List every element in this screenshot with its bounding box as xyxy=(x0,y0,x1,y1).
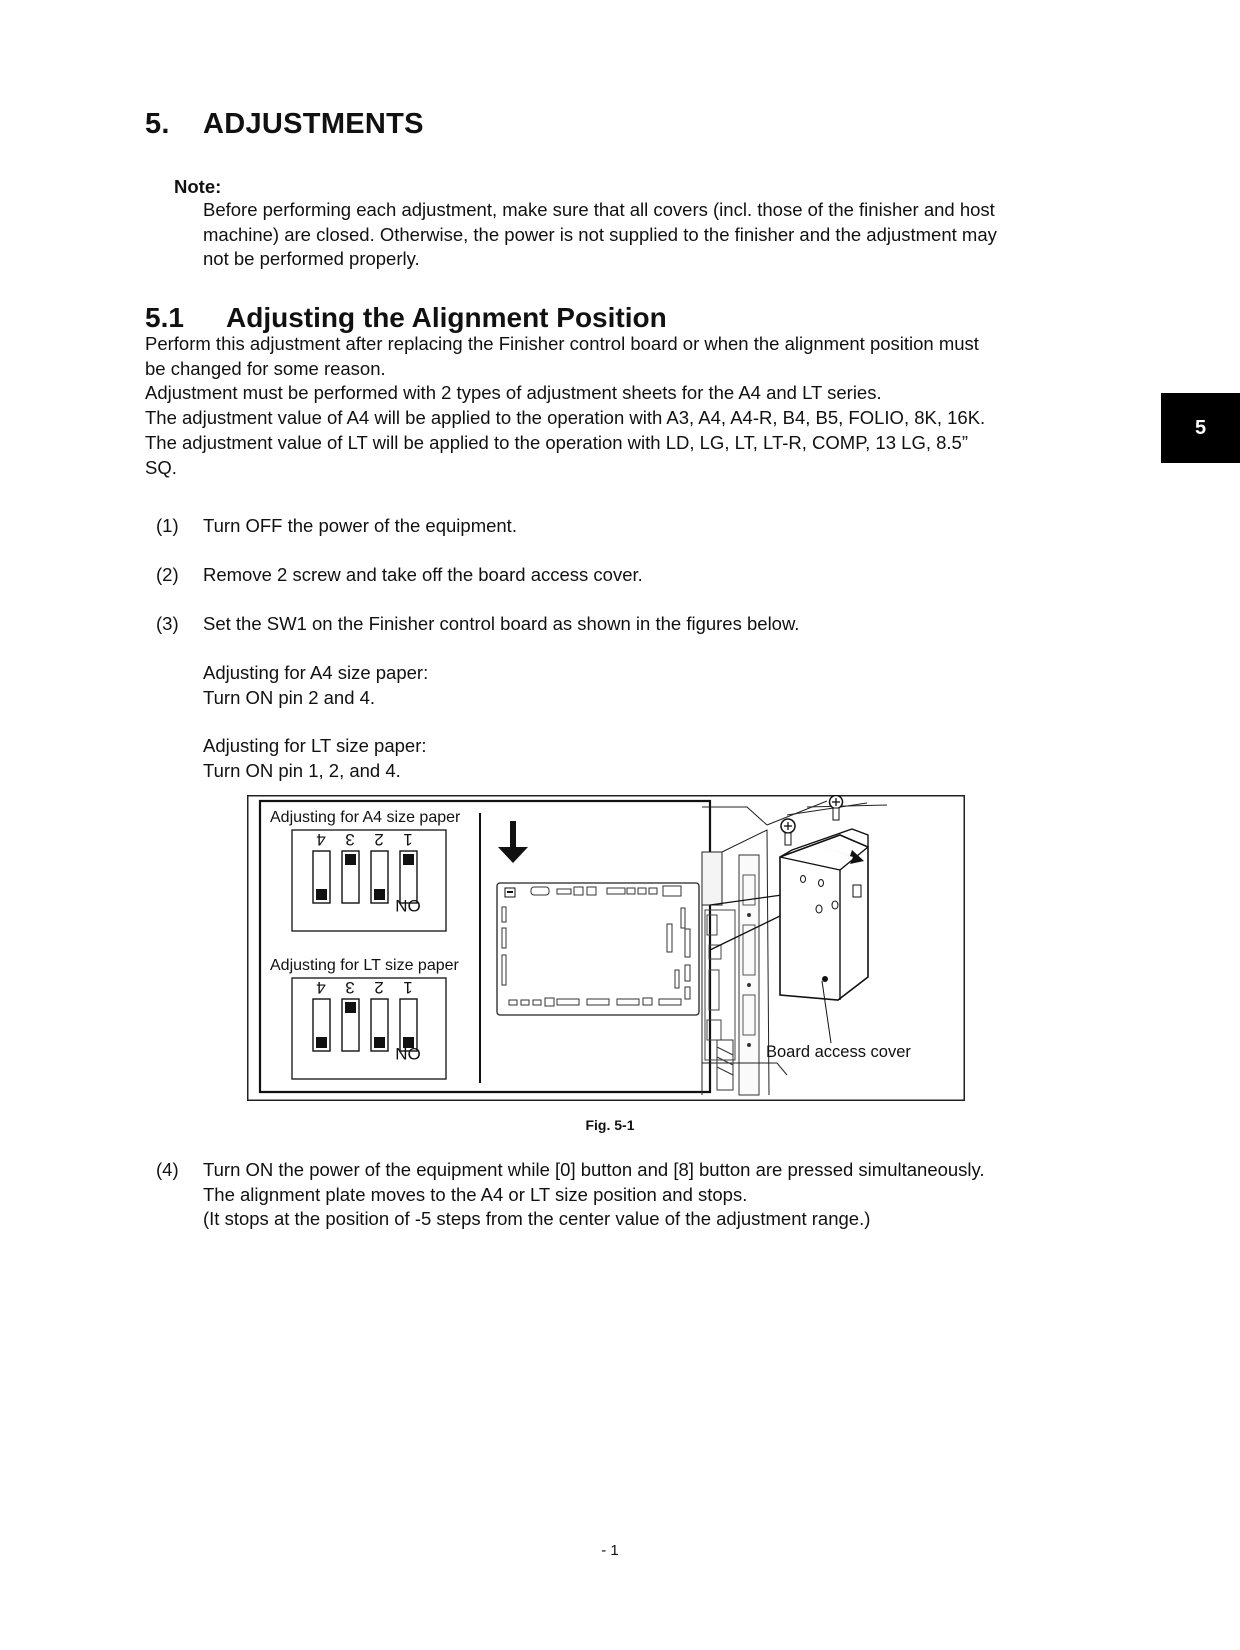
step-number: (2) xyxy=(156,564,179,585)
chapter-title: ADJUSTMENTS xyxy=(203,108,424,140)
lt-pin-label: 4 xyxy=(316,978,326,997)
intro-line: The adjustment value of LT will be applied to the operation with LD, LG, LT, LT-R, COMP, 13 LG, 8.5” xyxy=(145,431,968,453)
a4-instructions xyxy=(203,661,428,710)
lt-pin-knob xyxy=(316,1037,327,1048)
lt-figure-label: Adjusting for LT size paper xyxy=(270,957,459,974)
a4-pin-knob xyxy=(374,889,385,900)
section-intro xyxy=(145,332,1090,480)
intro-line: Adjustment must be performed with 2 types of adjustment sheets for the A4 and LT series. xyxy=(145,382,882,404)
chapter-number: 5. xyxy=(145,108,170,140)
step-text: Set the SW1 on the Finisher control board as shown in the figures below. xyxy=(203,613,800,634)
step-text: Turn OFF the power of the equipment. xyxy=(203,515,517,536)
note-label: Note: xyxy=(174,176,222,197)
a4-pin-label: 1 xyxy=(403,830,413,849)
note-line: Before performing each adjustment, make sure that all covers (incl. those of the finisher and host xyxy=(203,199,995,220)
step-number: (1) xyxy=(156,515,179,536)
a4-instruction: Turn ON pin 2 and 4. xyxy=(203,686,376,708)
a4-pin-label: 2 xyxy=(374,830,384,849)
step-number: (3) xyxy=(156,613,179,634)
intro-line: be changed for some reason. xyxy=(145,357,386,379)
step-line: (It stops at the position of -5 steps from the center value of the adjustment range.) xyxy=(203,1208,871,1230)
step-number: (4) xyxy=(156,1159,179,1180)
note-body xyxy=(203,198,1083,272)
lt-pin-label: 2 xyxy=(374,978,384,997)
callout-label: Board access cover xyxy=(766,1043,911,1061)
intro-line: SQ. xyxy=(145,456,177,478)
a4-pin-label: 4 xyxy=(316,830,326,849)
note-line: machine) are closed. Otherwise, the power is not supplied to the finisher and the adjustment may xyxy=(203,223,997,245)
lt-title: Adjusting for LT size paper: xyxy=(203,735,427,756)
lt-pin-knob xyxy=(345,1002,356,1013)
step-line: Turn ON the power of the equipment while [0] button and [8] button are pressed simultaneously. xyxy=(203,1159,985,1180)
a4-pin-knob xyxy=(345,854,356,865)
a4-pin-knob xyxy=(403,854,414,865)
lt-pin-label: 1 xyxy=(403,978,413,997)
a4-pin-knob xyxy=(316,889,327,900)
page-number: - 1 xyxy=(601,1542,619,1559)
a4-title: Adjusting for A4 size paper: xyxy=(203,662,429,683)
lt-pin-knob xyxy=(374,1037,385,1048)
intro-line: Perform this adjustment after replacing the Finisher control board or when the alignment position must xyxy=(145,333,979,354)
section-heading xyxy=(145,302,667,334)
lt-instruction: Turn ON pin 1, 2, and 4. xyxy=(203,759,401,781)
chapter-tab: 5 xyxy=(1161,393,1240,463)
a4-pin-label: 3 xyxy=(345,830,355,849)
lt-instructions xyxy=(203,734,427,783)
lt-pin-label: 3 xyxy=(345,978,355,997)
intro-line: The adjustment value of A4 will be applied to the operation with A3, A4, A4-R, B4, B5, FOLIO, 8K, 16K. xyxy=(145,407,986,429)
section-number: 5.1 xyxy=(145,302,184,333)
figure-caption: Fig. 5-1 xyxy=(585,1117,635,1133)
chapter-heading xyxy=(145,108,424,141)
step-text xyxy=(203,1158,1093,1232)
a4-on-label: ON xyxy=(395,896,421,915)
lt-on-label: ON xyxy=(395,1044,421,1063)
note-line: not be performed properly. xyxy=(203,248,420,270)
a4-figure-label: Adjusting for A4 size paper xyxy=(270,809,461,826)
step-line: The alignment plate moves to the A4 or LT size position and stops. xyxy=(203,1183,748,1205)
section-title: Adjusting the Alignment Position xyxy=(226,302,667,333)
figure-5-1 xyxy=(247,795,965,1101)
step-text: Remove 2 screw and take off the board access cover. xyxy=(203,564,643,585)
